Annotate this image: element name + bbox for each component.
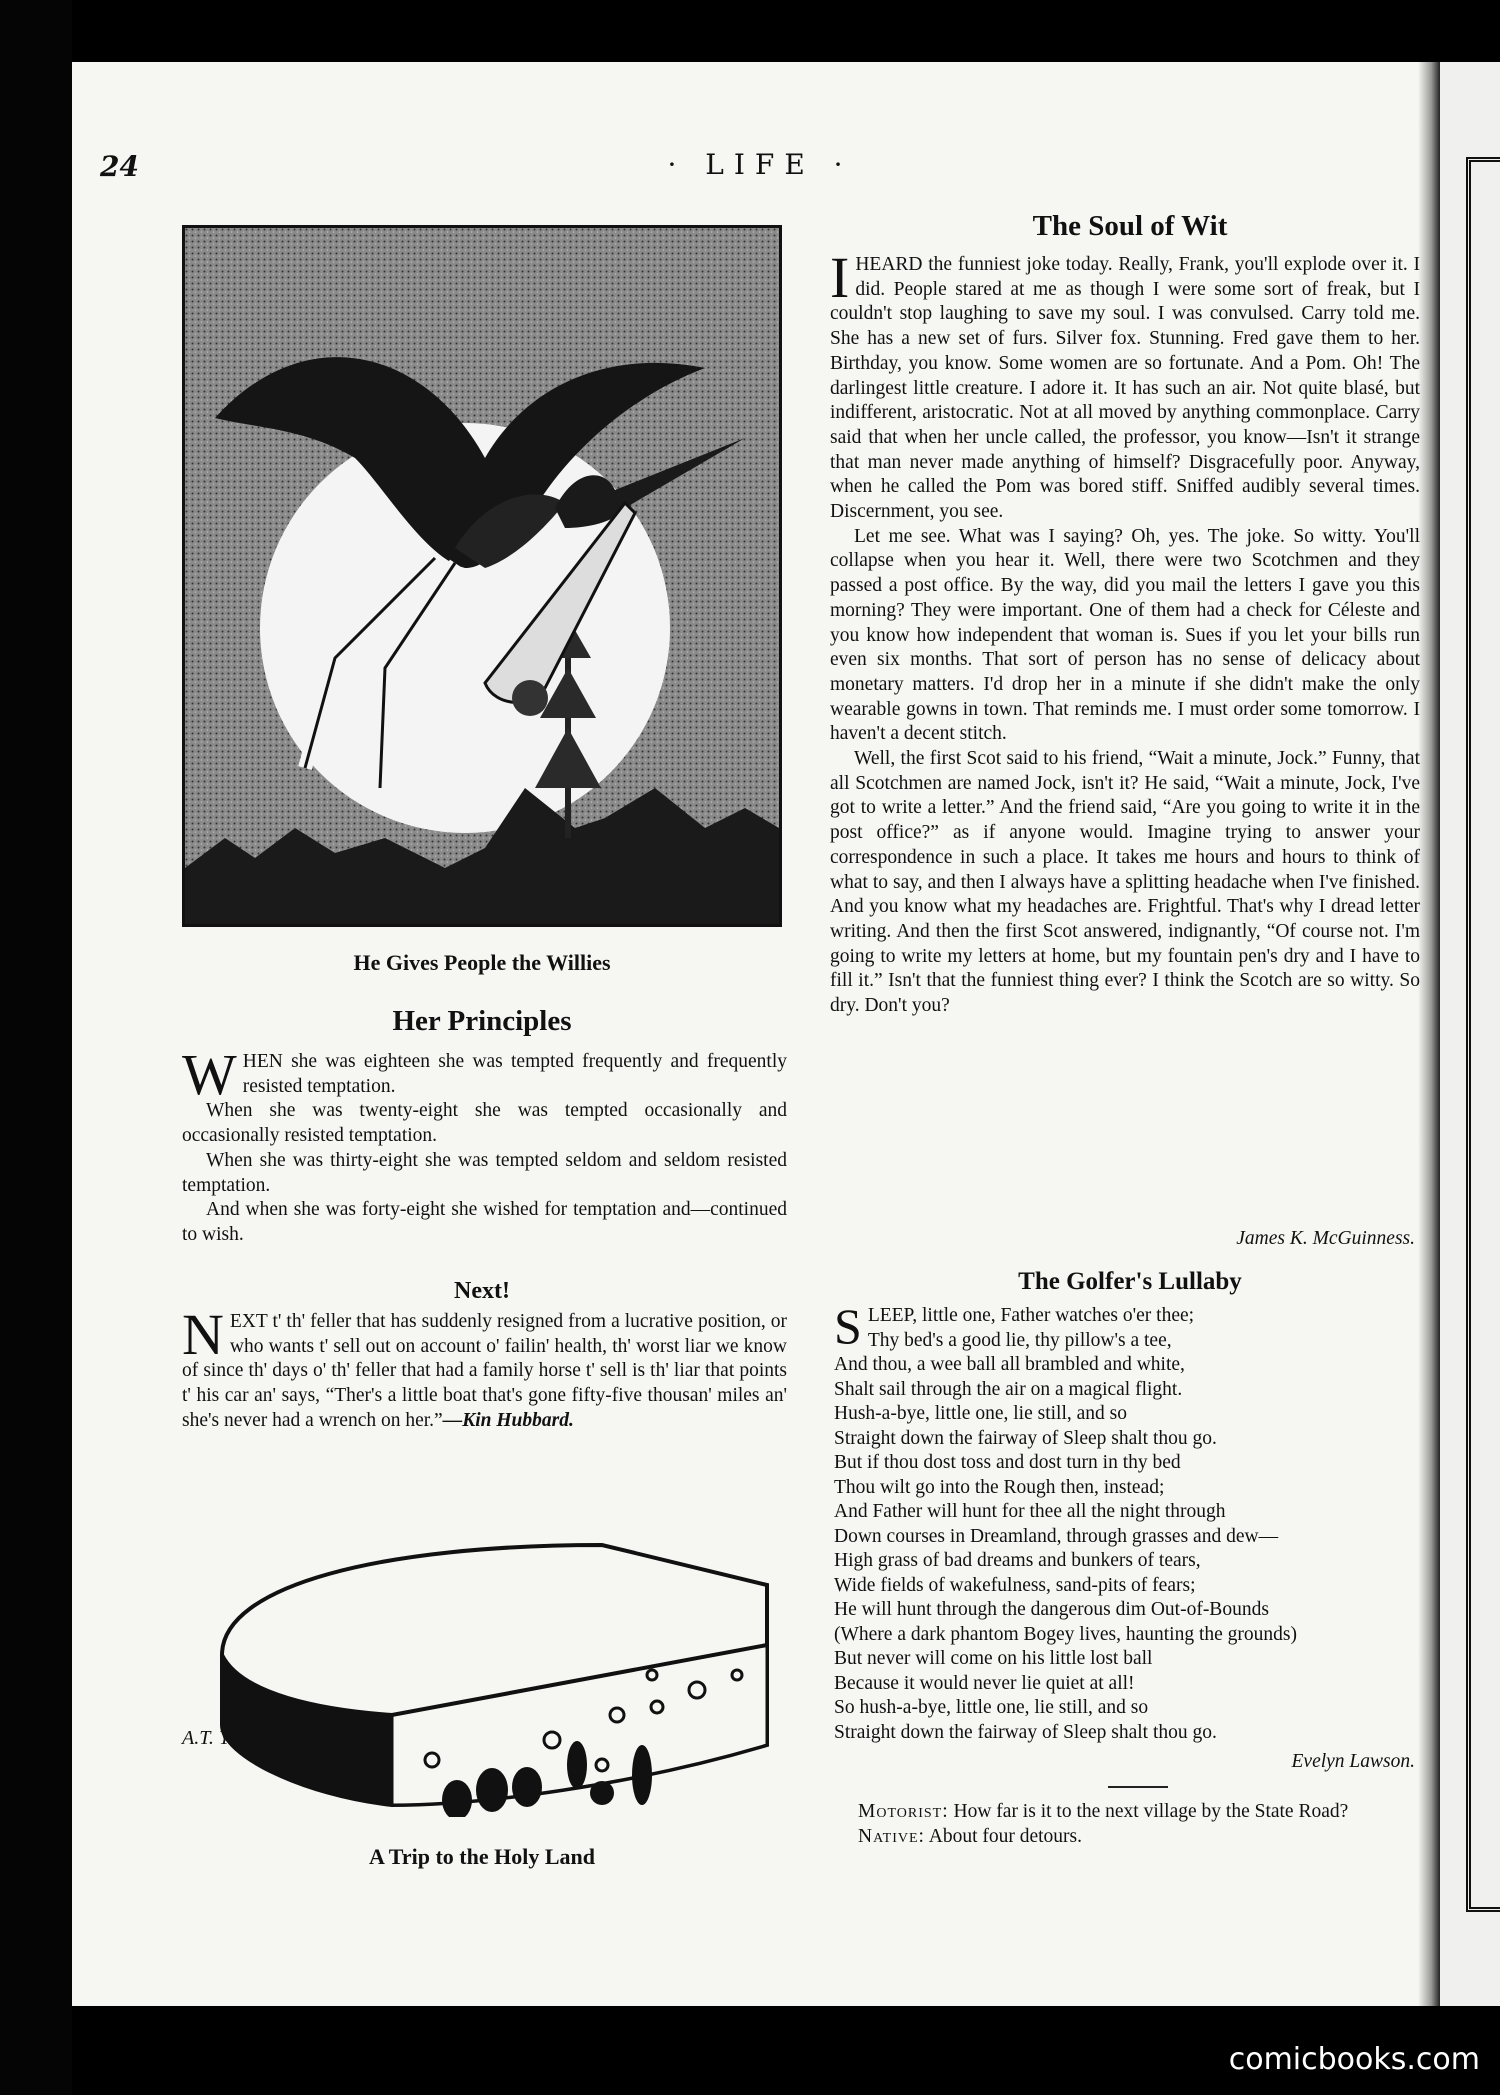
poem-line: Because it would never lie quiet at all! <box>834 1672 1135 1694</box>
poem-line: Straight down the fairway of Sleep shalt thou go. <box>834 1721 1217 1743</box>
next-text: EXT t' th' feller that has suddenly resigned from a lucrative position, or who wants t' sell out on account o' failin' health, th' worst liar we know of since th' days o' th' feller that had a family horse t' sell is th' liar that points t' his car an' says, “Ther's a little boat that's gone fifty-five thousan' miles an' she's never had a wrench on her.” <box>182 1311 787 1431</box>
soul-of-wit-title: The Soul of Wit <box>1032 210 1228 242</box>
next-body <box>182 1302 787 1434</box>
cheese-caption: A Trip to the Holy Land <box>369 1844 595 1869</box>
watermark: comicbooks.com <box>1228 2042 1480 2077</box>
page-number: 24 <box>100 150 139 183</box>
section-divider <box>1108 1786 1168 1788</box>
poem-line: But if thou dost toss and dost turn in thy bed <box>834 1452 1181 1473</box>
dropcap-s: S <box>834 1298 862 1354</box>
soul-of-wit-para: Let me see. What was I saying? Oh, yes. The joke. So witty. You'll collapse when you hear it. Well, there were two Scotchmen and they passed a post office. By the way, did you mail the letters I gave you this morning? They were important. One of them had a check for Céleste and you know how independent that woman is. Sues if you let your bills run even six months. That sort of person has no sense of delicacy about monetary matters. I'd drop her in a minute if she didn't make the only wearable gowns in town. That reminds me. I must order some tomorrow. I haven't a decent stitch. <box>830 525 1420 745</box>
next-author: —Kin Hubbard. <box>442 1409 574 1431</box>
dropcap-n: N <box>182 1302 224 1367</box>
cheese-artist-signature: A.T. Young <box>182 1727 269 1749</box>
soul-of-wit-author: James K. McGuinness. <box>1236 1228 1415 1249</box>
poem-line: So hush-a-bye, little one, lie still, and so <box>834 1697 1149 1718</box>
stork-cartoon <box>182 225 782 927</box>
next-title: Next! <box>454 1278 510 1304</box>
her-principles-para: When she was thirty-eight she was tempted seldom and seldom resisted temptation. <box>182 1149 787 1196</box>
her-principles-lead: HEN she was eighteen she was tempted frequently and frequently resisted temptation. <box>242 1051 787 1097</box>
poem-line: LEEP, little one, Father watches o'er thee; <box>867 1305 1195 1326</box>
golfers-lullaby-poem <box>834 1298 1424 1745</box>
poem-line: But never will come on his little lost ball <box>834 1648 1153 1669</box>
poem-line: (Where a dark phantom Bogey lives, haunting the grounds) <box>834 1623 1298 1645</box>
cheese-cartoon <box>182 1525 782 1817</box>
motorist-line: How far is it to the next village by the State Road? <box>953 1801 1349 1822</box>
poem-line: Shalt sail through the air on a magical flight. <box>834 1378 1183 1400</box>
poem-line: Hush-a-bye, little one, lie still, and so <box>834 1403 1127 1424</box>
speaker-motorist: Motorist: <box>858 1801 949 1822</box>
poem-line: Thou wilt go into the Rough then, instead; <box>834 1476 1165 1498</box>
poem-line: Thy bed's a good lie, thy pillow's a tee, <box>867 1329 1172 1351</box>
running-head: · LIFE · <box>667 148 853 181</box>
adjacent-page-edge <box>1440 62 1500 2006</box>
motorist-joke <box>834 1800 1424 1849</box>
poem-line: And thou, a wee ball all brambled and white, <box>834 1354 1185 1375</box>
soul-of-wit-para: Well, the first Scot said to his friend, “Wait a minute, Jock.” Funny, that all Scotchmen are named Jock, isn't it? He said, “Wait a minute, Jock, I've got to write a letter.” And the friend said, “Are you going to write it in the post office?” as if anyone would. Imagine trying to answer your correspondence in such a place. It takes me hours and hours to think of what to say, and then I always have a splitting headache when I've finished. And you know what my headaches are. Frightful. That's why I dread letter writing. And then the first Scot answered, indignantly, “Of course not. I'm going to write my letters at home, but my fountain pen's dry and I have to fill it.” Isn't that the funniest thing ever? I think the Scotch are so witty. So dry. Don't you? <box>830 748 1420 1017</box>
golfers-lullaby-title: The Golfer's Lullaby <box>1018 1268 1242 1295</box>
soul-of-wit-para: HEARD the funniest joke today. Really, Frank, you'll explode over it. I did. People stared at me as though I were some sort of freak, but I couldn't stop laughing to save my soul. I was convulsed. Carry told me. She has a new set of furs. Silver fox. Stunning. Fred gave them to her. Birthday, you know. Some women are so fortunate. And a Pom. Oh! The darlingest little creature. I adore it. It has such an air. Not quite blasé, but indifferent, aristocratic. Not at all moved by anything commonplace. Carry said that when her uncle called, the professor, you know—Isn't it strange that man never made anything of himself? Disgracefully poor. Anyway, when he called the Pom was bored stiff. Sniffed audibly several times. Discernment, you see. <box>830 254 1420 523</box>
native-line: About four detours. <box>928 1825 1083 1847</box>
poem-line: And Father will hunt for thee all the night through <box>834 1501 1226 1522</box>
golfers-lullaby-author: Evelyn Lawson. <box>1291 1751 1415 1772</box>
her-principles-title: Her Principles <box>392 1005 572 1037</box>
speaker-native: Native: <box>858 1825 925 1847</box>
poem-line: He will hunt through the dangerous dim Out-of-Bounds <box>834 1599 1269 1620</box>
her-principles-para: When she was twenty-eight she was tempted occasionally and occasionally resisted temptation. <box>182 1100 787 1147</box>
her-principles-para: And when she was forty-eight she wished for temptation and—continued to wish. <box>182 1199 787 1245</box>
dropcap-w: W <box>182 1042 237 1107</box>
soul-of-wit-body <box>830 245 1420 1019</box>
dropcap-i: I <box>830 245 850 310</box>
poem-line: Straight down the fairway of Sleep shalt thou go. <box>834 1427 1217 1449</box>
poem-line: High grass of bad dreams and bunkers of tears, <box>834 1550 1201 1571</box>
poem-line: Wide fields of wakefulness, sand-pits of fears; <box>834 1574 1196 1596</box>
her-principles-body <box>182 1042 787 1248</box>
scan-left-edge <box>0 0 72 2095</box>
poem-line: Down courses in Dreamland, through grasses and dew— <box>834 1525 1279 1547</box>
stork-caption: He Gives People the Willies <box>353 950 611 975</box>
